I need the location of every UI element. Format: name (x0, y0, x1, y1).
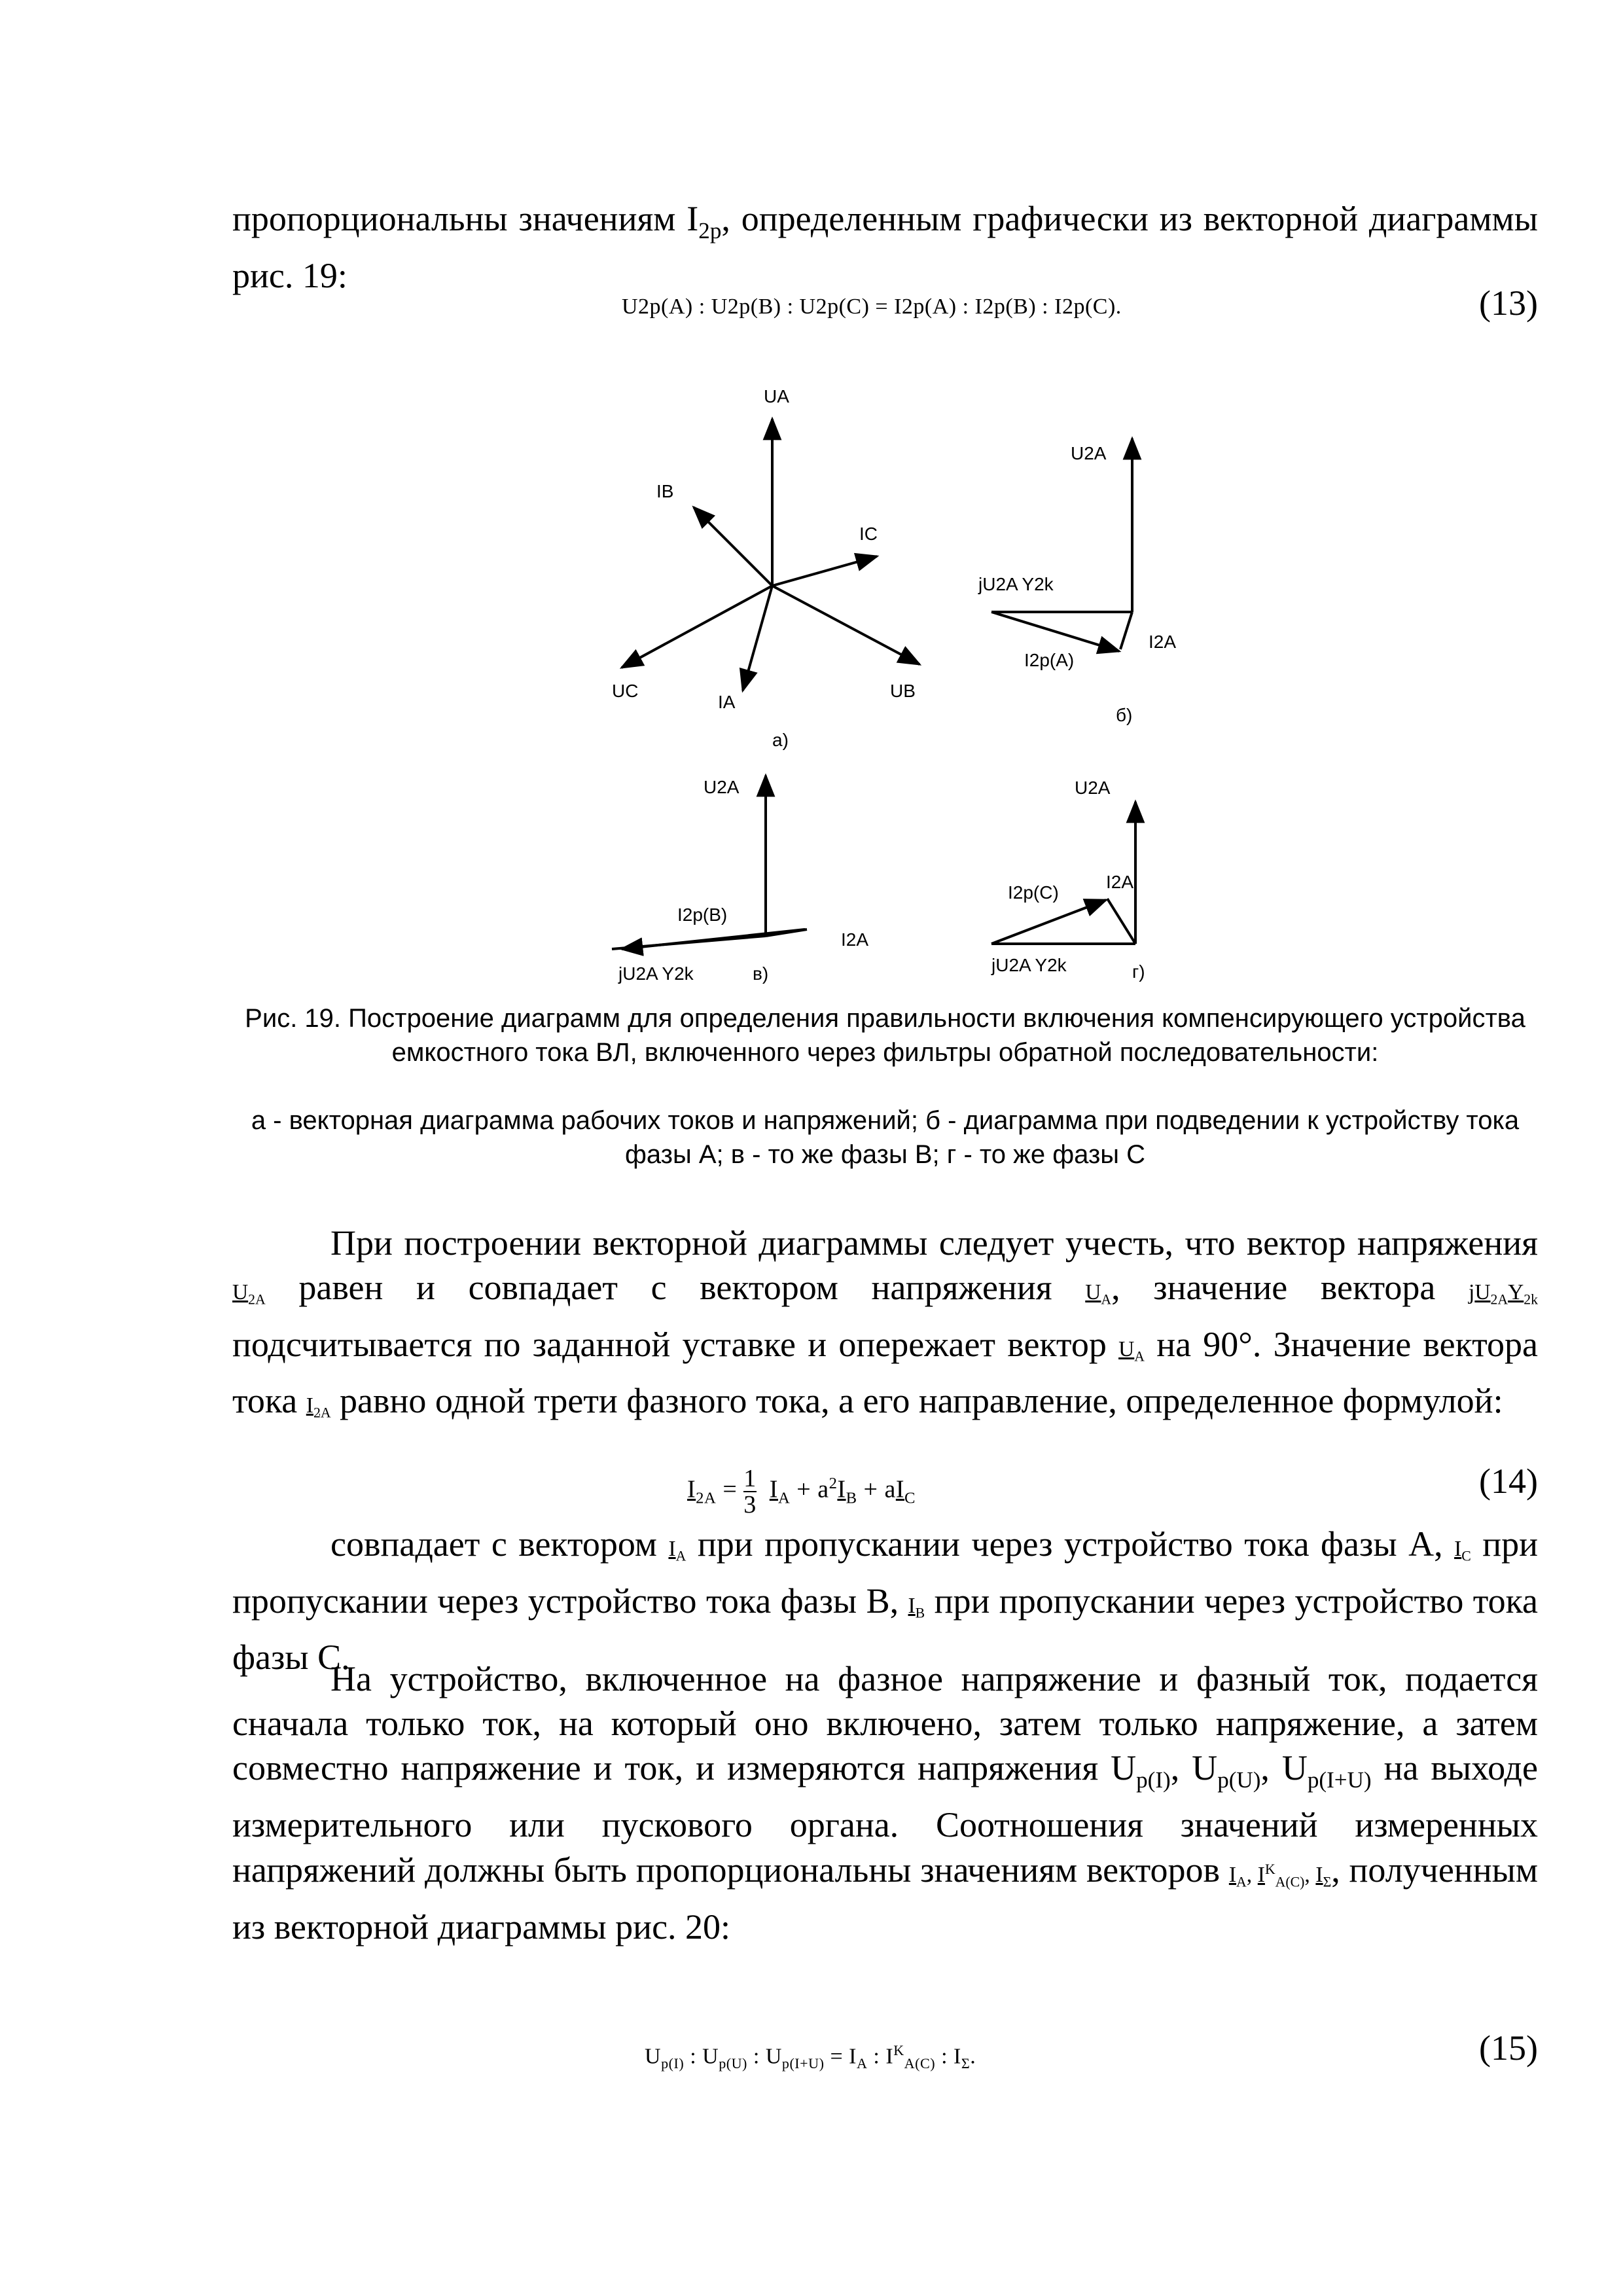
label-U2A-v: U2A (704, 777, 740, 797)
label-UB: UB (890, 681, 916, 701)
text-run: На устройство, включенное на фазное напряжение и фазный ток, подается сначала только ток, на который оно включено, затем только напряжение, а затем совместно напряжение и ток, и измеряются напряжения (232, 1659, 1538, 1787)
label-tag-a: а) (772, 730, 789, 750)
label-tag-v: в) (753, 963, 769, 984)
text-run: равно одной трети фазного тока, а его направление, определенное формулой: (340, 1381, 1503, 1421)
label-U2A-b: U2A (1071, 443, 1107, 463)
symbol-vectors: $I_A$, $I^K_{A(C)}$, $I_\Sigma$ (1228, 1861, 1332, 1890)
label-I2A-g: I2A (1106, 872, 1134, 892)
symbol-IA: $I_A$ (668, 1537, 687, 1564)
symbol-UA: $U_A$ (1085, 1280, 1112, 1308)
text-run: при пропускании через устройство тока фазы В, (232, 1524, 1539, 1621)
text-run: подсчитывается по заданной уставке и опережает вектор (232, 1324, 1107, 1364)
text-run: , определенным графически из векторной диаграммы рис. 19: (232, 199, 1538, 295)
diagram-a-star (622, 419, 919, 691)
paragraph-vector-construction (232, 1221, 1538, 1435)
label-jU-g: jU2A Y2k (991, 955, 1067, 975)
paragraph-measurement: На устройство, включенное на фазное напряжение и фазный ток, подается сначала только ток, на который оно включено, затем только напряжение, а затем совместно напряжение и ток, и измеряются напряжения $U_{p(I)}$, $U_{p(U)}$, $U_{p(I+U)}$ на выходе измерительного или пускового органа. Соотношения значений измеренных напряжений должны быть пропорциональны значениям векторов $I_A$, $I^K_{A(C)}$, $I_\Sigma$, полученным из векторной диаграммы рис. 20: (232, 1659, 1539, 1946)
label-tag-g: г) (1132, 961, 1145, 982)
text-run: При построении векторной диаграммы следует учесть, что вектор напряжения (330, 1223, 1538, 1263)
text-run: при пропускании через устройство тока фазы А, (697, 1524, 1443, 1564)
vector-IB (694, 507, 772, 586)
subscript: 2р (698, 217, 722, 243)
symbol-I2A: $I_{2A}$ (306, 1393, 331, 1422)
label-UA: UA (764, 386, 789, 406)
equation-number-14: (14) (1479, 1462, 1538, 1501)
symbol-UA: $U_A$ (1118, 1336, 1145, 1365)
symbol-IB: $I_B$ (908, 1593, 925, 1621)
vector-I2p-B (622, 929, 805, 949)
equation-number-13: (13) (1479, 283, 1538, 323)
text-run: на 90°. Значение вектора тока (232, 1324, 1539, 1421)
label-jU-v: jU2A Y2k (618, 963, 694, 984)
label-U2A-g: U2A (1075, 778, 1111, 798)
text-run: , полученным из векторной диаграммы рис. 20: (232, 1850, 1539, 1946)
label-I2p-b: I2p(A) (1024, 650, 1075, 670)
vector-I2A (1120, 612, 1132, 649)
formula-13: U2p(A) : U2p(B) : U2p(C) = I2p(A) : I2p(B) : I2p(C). (622, 295, 1122, 319)
vector-IA (743, 586, 772, 691)
symbol-U2A: $U_{2A}$ (232, 1280, 266, 1308)
figure-caption-title: Рис. 19. Построение диаграмм для определения правильности включения компенсирующего устройства емкостного тока ВЛ, включенного через фильтры обратной последовательности: (245, 1004, 1525, 1067)
label-UC: UC (612, 681, 639, 701)
formula-14: $I_{2A}$ = $\frac{1}{3}$ $I_A + a^2I_B + aI_C$ (687, 1465, 916, 1518)
symbol-IC: $I_C$ (1454, 1537, 1471, 1564)
label-I2p-g: I2p(C) (1008, 882, 1059, 903)
equation-number-15: (15) (1479, 2028, 1538, 2068)
text-run: при пропускании через устройство тока фазы С. (232, 1581, 1539, 1677)
text-run: пропорциональны значениям I (232, 199, 699, 238)
label-I2p-v: I2p(B) (677, 905, 728, 925)
text-run: совпадает с вектором (330, 1524, 657, 1564)
symbol-jU2AY2k: $jU_{2A}Y_{2k}$ (1469, 1280, 1539, 1308)
vector-UB (772, 586, 919, 664)
label-jU-b: jU2A Y2k (978, 574, 1054, 594)
vector-I2A (1107, 899, 1135, 944)
vector-UC (622, 586, 772, 668)
vector-I2p-A (991, 612, 1119, 651)
label-IC: IC (859, 524, 878, 544)
text-run: на выходе измерительного или пускового органа. Соотношения значений измеренных напряжений должны быть пропорциональны значениям векторов (232, 1748, 1539, 1890)
figure-caption-legend: а - векторная диаграмма рабочих токов и напряжений; б - диаграмма при подведении к устройству тока фазы А; в - то же фазы В; г - то же фазы С (251, 1106, 1520, 1169)
text-run: равен и совпадает с вектором напряжения (298, 1268, 1052, 1307)
vector-IC (772, 556, 877, 586)
text-run: , значение вектора (1111, 1268, 1436, 1307)
vector-I2p-C (991, 900, 1106, 944)
label-IA: IA (718, 692, 736, 712)
formula-15: $U_{p(I)}$ : $U_{p(U)}$ : $U_{p(I+U)} = I_A$ : $I^K_{A(C)}$ : $I_\Sigma$. (645, 2042, 976, 2072)
label-I2A-v: I2A (841, 929, 869, 950)
label-IB: IB (656, 481, 674, 501)
label-I2A-b: I2A (1149, 632, 1177, 652)
diagram-b (991, 439, 1132, 651)
label-tag-b: б) (1116, 705, 1133, 725)
